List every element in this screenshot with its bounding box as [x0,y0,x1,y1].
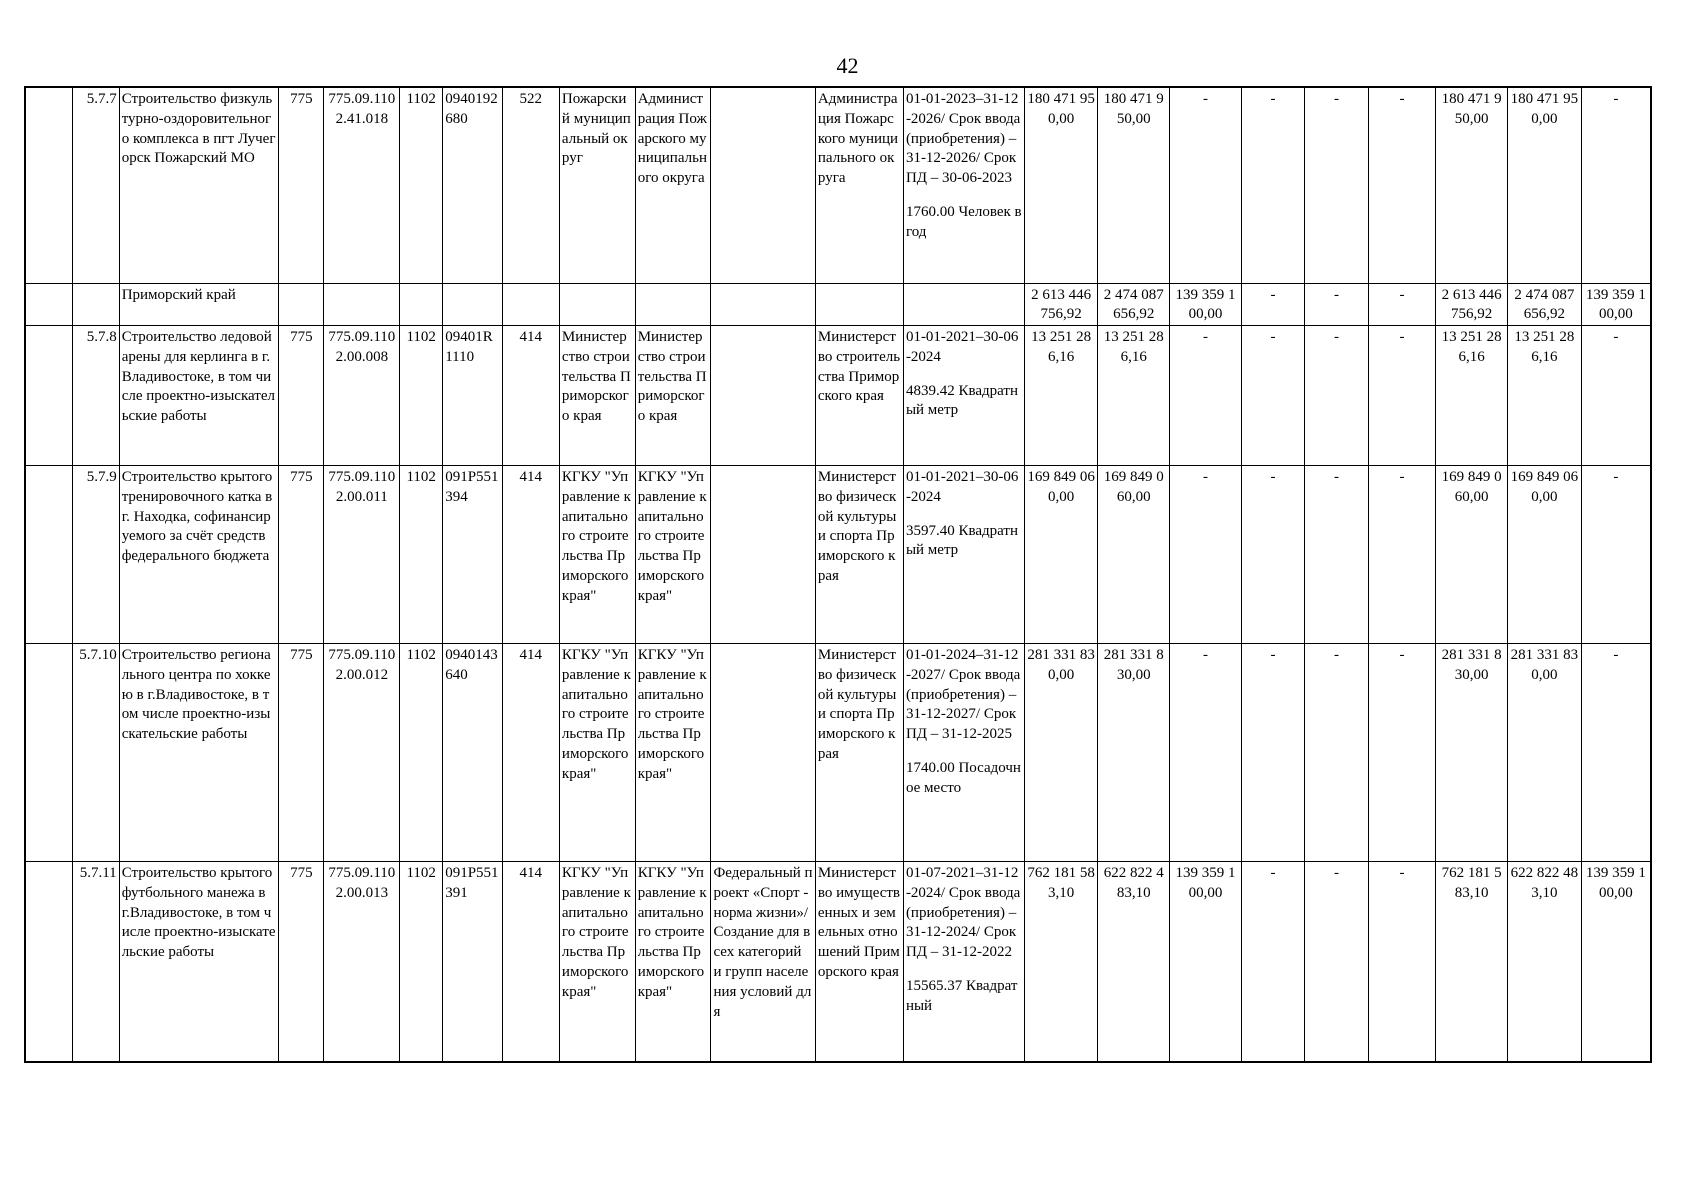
cell-c7: КГКУ "Управление капитального строительства Приморского края" [635,862,711,1062]
cell-c9: Министерство строительства Приморского края [815,326,903,466]
cell-c4: 091P551394 [443,466,502,644]
cell-c6 [559,283,635,326]
cell-name: Строительство крытого тренировочного катка в г. Находка, софинансируемого за счёт средств федерального бюджета [119,466,279,644]
cell-c5: 414 [502,466,559,644]
cell-v2: 2 474 087 656,92 [1098,283,1170,326]
cell-c2: 775.09.1102.00.012 [324,644,400,862]
cell-v1: 180 471 950,00 [1024,87,1098,283]
cell-c5: 414 [502,326,559,466]
cell-v2: 622 822 483,10 [1098,862,1170,1062]
cell-v5: - [1305,644,1368,862]
cell-c5: 414 [502,644,559,862]
cell-c2: 775.09.1102.00.011 [324,466,400,644]
cell-num [72,283,119,326]
cell-v4: - [1241,283,1304,326]
cell-num: 5.7.11 [72,862,119,1062]
cell-c1: 775 [279,862,324,1062]
table-row [25,326,1651,466]
cell-v7: 762 181 583,10 [1436,862,1508,1062]
cell-c9: Министерство имущественных и земельных отношений Приморского края [815,862,903,1062]
cell-v9: 139 359 100,00 [1581,862,1651,1062]
capacity-text: 3597.40 Квадратный метр [905,522,1018,559]
cell-name: Строительство регионального центра по хоккею в г.Владивостоке, в том числе проектно-изыскательские работы [119,644,279,862]
cell-c2 [324,283,400,326]
cell-num: 5.7.7 [72,87,119,283]
cell-c7: Администрация Пожарского муниципального округа [635,87,711,283]
cell-num: 5.7.10 [72,644,119,862]
cell-v8: 622 822 483,10 [1508,862,1582,1062]
cell-v8: 281 331 830,00 [1508,644,1582,862]
cell-v6: - [1368,644,1436,862]
cell-v9: - [1581,644,1651,862]
cell-c4: 09401R1110 [443,326,502,466]
cell-c6: Пожарский муниципальный округ [559,87,635,283]
cell-c2: 775.09.1102.41.018 [324,87,400,283]
cell-blank [25,326,72,466]
cell-c3: 1102 [400,644,443,862]
cell-blank [25,862,72,1062]
cell-c7: КГКУ "Управление капитального строительства Приморского края" [635,466,711,644]
cell-v6: - [1368,466,1436,644]
cell-blank [25,87,72,283]
cell-blank [25,644,72,862]
cell-v8: 13 251 286,16 [1508,326,1582,466]
cell-c1: 775 [279,644,324,862]
cell-name: Строительство ледовой арены для керлинга в г.Владивостоке, в том числе проектно-изыскательские работы [119,326,279,466]
cell-c9 [815,283,903,326]
cell-blank [25,283,72,326]
page-number: 42 [836,53,859,78]
cell-v4: - [1241,87,1304,283]
cell-v8: 180 471 950,00 [1508,87,1582,283]
cell-c7: КГКУ "Управление капитального строительства Приморского края" [635,644,711,862]
cell-c2: 775.09.1102.00.013 [324,862,400,1062]
cell-v4: - [1241,862,1304,1062]
cell-c9: Министерство физической культуры и спорта Приморского края [815,644,903,862]
cell-v1: 13 251 286,16 [1024,326,1098,466]
cell-c6: КГКУ "Управление капитального строительства Приморского края" [559,862,635,1062]
cell-c6: КГКУ "Управление капитального строительства Приморского края" [559,466,635,644]
cell-v3: - [1170,644,1242,862]
capacity-text: 15565.37 Квадратный [905,978,1018,1014]
cell-v1: 762 181 583,10 [1024,862,1098,1062]
cell-c10 [903,862,1024,1062]
period-text: 01-01-2024–31-12-2027/ Срок ввода (приобретения) – 31-12-2027/ Срок ПД – 31-12-2025 [905,647,1021,743]
cell-c1: 775 [279,87,324,283]
cell-c9: Министерство физической культуры и спорта Приморского края [815,466,903,644]
cell-name: Строительство физкультурно-оздоровительного комплекса в пгт Лучегорск Пожарский МО [119,87,279,283]
cell-c4: 0940192680 [443,87,502,283]
cell-v5: - [1305,326,1368,466]
cell-v5: - [1305,87,1368,283]
objects-table [24,86,1652,1063]
cell-c5: 522 [502,87,559,283]
cell-c7 [635,283,711,326]
cell-num: 5.7.9 [72,466,119,644]
cell-name: Приморский край [119,283,279,326]
cell-v5: - [1305,466,1368,644]
period-text: 01-07-2021–31-12-2024/ Срок ввода (приобретения) – 31-12-2024/ Срок ПД – 31-12-2022 [905,865,1021,961]
cell-c4 [443,283,502,326]
cell-c3: 1102 [400,466,443,644]
cell-num: 5.7.8 [72,326,119,466]
cell-c3: 1102 [400,862,443,1062]
cell-v9: - [1581,466,1651,644]
cell-c8 [711,283,815,326]
cell-v6: - [1368,283,1436,326]
period-text: 01-01-2021–30-06-2024 [905,329,1019,365]
cell-v7: 13 251 286,16 [1436,326,1508,466]
cell-v7: 180 471 950,00 [1436,87,1508,283]
table-row [25,466,1651,644]
cell-v4: - [1241,644,1304,862]
cell-c4: 0940143640 [443,644,502,862]
cell-c8 [711,326,815,466]
cell-c1: 775 [279,466,324,644]
cell-v2: 13 251 286,16 [1098,326,1170,466]
cell-v8: 2 474 087 656,92 [1508,283,1582,326]
cell-c6: Министерство строительства Приморского края [559,326,635,466]
table-row [25,87,1651,283]
cell-c3: 1102 [400,87,443,283]
cell-c8 [711,644,815,862]
cell-v9: - [1581,326,1651,466]
cell-v8: 169 849 060,00 [1508,466,1582,644]
cell-v3: 139 359 100,00 [1170,862,1242,1062]
cell-name: Строительство крытого футбольного манежа в г.Владивостоке, в том числе проектно-изыскательские работы [119,862,279,1062]
cell-c5 [502,283,559,326]
cell-c2: 775.09.1102.00.008 [324,326,400,466]
cell-v9: 139 359 100,00 [1581,283,1651,326]
cell-c3: 1102 [400,326,443,466]
period-text: 01-01-2023–31-12-2026/ Срок ввода (приобретения) – 31-12-2026/ Срок ПД – 30-06-2023 [905,91,1021,187]
cell-v2: 180 471 950,00 [1098,87,1170,283]
capacity-text: 1740.00 Посадочное место [905,760,1021,796]
cell-v4: - [1241,466,1304,644]
capacity-text: 4839.42 Квадратный метр [905,382,1018,419]
cell-v3: - [1170,87,1242,283]
cell-blank [25,466,72,644]
cell-v5: - [1305,862,1368,1062]
cell-v6: - [1368,87,1436,283]
cell-c10 [903,644,1024,862]
cell-c1 [279,283,324,326]
cell-c8 [711,466,815,644]
cell-c10 [903,466,1024,644]
cell-v1: 281 331 830,00 [1024,644,1098,862]
cell-v5: - [1305,283,1368,326]
cell-c3 [400,283,443,326]
cell-v4: - [1241,326,1304,466]
table-row [25,644,1651,862]
cell-c10 [903,87,1024,283]
cell-c5: 414 [502,862,559,1062]
cell-v2: 169 849 060,00 [1098,466,1170,644]
period-text: 01-01-2021–30-06-2024 [905,469,1019,505]
cell-c6: КГКУ "Управление капитального строительства Приморского края" [559,644,635,862]
cell-c7: Министерство строительства Приморского края [635,326,711,466]
cell-v3: - [1170,326,1242,466]
cell-c8 [711,87,815,283]
cell-v1: 2 613 446 756,92 [1024,283,1098,326]
cell-c10 [903,283,1024,326]
cell-c1: 775 [279,326,324,466]
cell-v7: 169 849 060,00 [1436,466,1508,644]
table-row [25,862,1651,1062]
cell-v1: 169 849 060,00 [1024,466,1098,644]
cell-c8: Федеральный проект «Спорт - норма жизни»/Создание для всех категорий и групп населения условий для [711,862,815,1062]
cell-v9: - [1581,87,1651,283]
cell-v7: 2 613 446 756,92 [1436,283,1508,326]
cell-c9: Администрация Пожарского муниципального округа [815,87,903,283]
cell-c4: 091P551391 [443,862,502,1062]
cell-v2: 281 331 830,00 [1098,644,1170,862]
capacity-text: 1760.00 Человек в год [905,203,1022,240]
cell-v6: - [1368,326,1436,466]
cell-c10 [903,326,1024,466]
cell-v6: - [1368,862,1436,1062]
cell-v7: 281 331 830,00 [1436,644,1508,862]
cell-v3: - [1170,466,1242,644]
table-row [25,283,1651,326]
cell-v3: 139 359 100,00 [1170,283,1242,326]
